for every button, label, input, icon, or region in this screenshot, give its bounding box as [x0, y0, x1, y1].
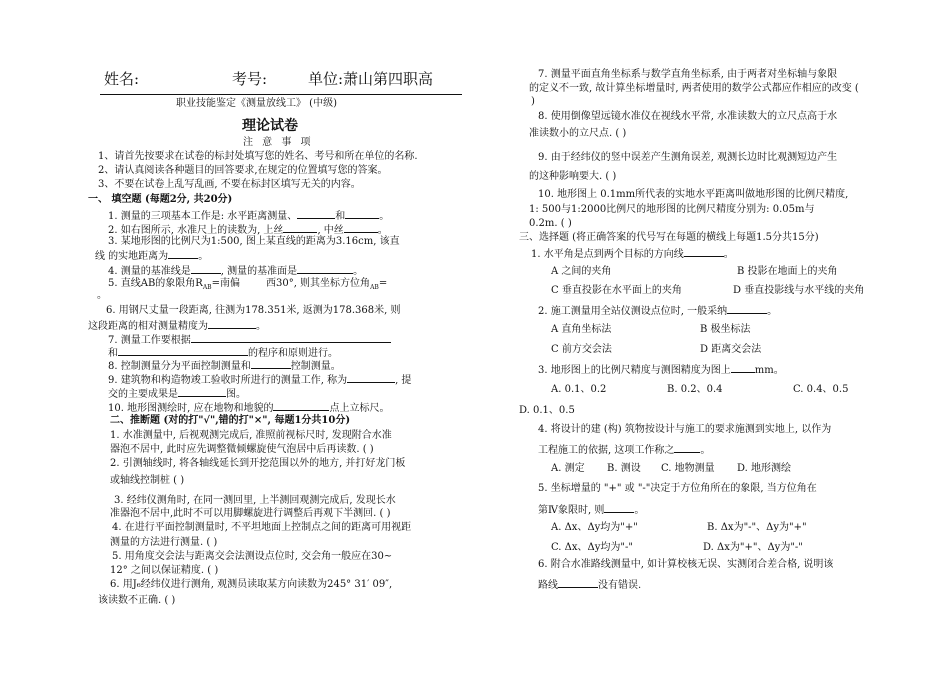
notice-item: 2、请认真阅读各种题目的回答要求,在规定的位置填写您的答案。 — [98, 165, 388, 176]
question-line: 2. 引测轴线时, 将各轴线延长到开挖范围以外的地方, 并打好龙门板 — [110, 458, 406, 469]
question-line: 或轴线控制桩 ( ) — [110, 475, 185, 486]
option: D. Δx为"+"、Δy为"-" — [703, 542, 803, 553]
option: A 直角坐标法 — [551, 324, 612, 335]
question-line: 3. 地形图上的比例尺精度与测图精度为图上 mm。 — [538, 362, 784, 377]
question-line: 1: 500与1:2000比例尺的地形图的比例尺精度分别为: 0.05m与 — [529, 204, 815, 215]
option: C. Δx、Δy均为"-" — [551, 542, 633, 553]
section-heading-judge: 二、推断题 (对的打"√",错的打"×", 每题1分共10分) — [110, 415, 351, 426]
option: A 之间的夹角 — [551, 266, 612, 277]
question-line: 测量的方法进行测量. ( ) — [110, 537, 218, 548]
option: A. 0.1、0.2 — [551, 384, 607, 395]
question-line: 10. 地形图测绘时, 应在地物和地貌的 点上立标尺。 — [108, 400, 389, 415]
option: C. 地物测量 — [661, 463, 715, 474]
option: D 距离交会法 — [700, 344, 762, 355]
question-line: 的这种影响要大. ( ) — [529, 171, 617, 182]
page-title: 理论试卷 — [242, 118, 298, 134]
section-heading-fill: 一、 填空题 (每题2分, 共20分) — [88, 194, 233, 205]
question-line: 这段距离的相对测量精度为 。 — [88, 318, 266, 333]
question-line: 交的主要成果是 图。 — [108, 386, 246, 401]
right-column — [475, 0, 950, 673]
question-line: 5. 直线AB的象限角$R_{AB}=$南偏 西30°, 则其坐标方位角$_{AB}$= — [108, 278, 388, 291]
question-line: 2. 如右图所示, 水准尺上的读数为, 上丝 , 中丝 。 — [108, 222, 388, 237]
question-line: 的定义不一致, 故计算坐标增量时, 两者使用的数学公式都应作相应的改变 ( — [529, 83, 859, 94]
question-line: ) — [531, 96, 535, 107]
option: B 投影在地面上的夹角 — [737, 266, 838, 277]
question-line: 器泡不居中, 此时应先调整微倾螺旋使气泡居中后再读数. ( ) — [110, 444, 374, 455]
question-line: 4. 测量的基准线是 , 测量的基准面是 。 — [108, 263, 363, 278]
question-line: 9. 由于经纬仪的竖中误差产生测角误差, 观测长边时比观测短边产生 — [538, 152, 838, 163]
name-label: 姓名: — [104, 70, 140, 88]
question-line: 7. 测量工作要根据 — [108, 332, 391, 347]
question-line: 12° 之间以保证精度. ( ) — [110, 565, 219, 576]
question-line: 准器泡不居中,此时不可以用脚螺旋进行调整后再观下半测回. ( ) — [110, 508, 391, 519]
option: C 垂直投影在水平面上的夹角 — [551, 285, 682, 296]
question-line: 6. 附合水准路线测量中, 如计算校核无误、实测闭合差合格, 说明该 — [538, 559, 834, 570]
notice-item: 3、不要在试卷上乱写乱画, 不要在标封区填写无关的内容。 — [98, 179, 361, 190]
unit-label: 单位:萧山第四职高 — [308, 70, 434, 88]
question-line: 1. 水准测量中, 后视观测完成后, 准照前视标尺时, 发现附合水准 — [110, 430, 392, 441]
question-line: 2. 施工测量用全站仪测设点位时, 一般采纳 。 — [538, 303, 777, 318]
question-line: 第Ⅳ象限时, 则 。 — [538, 502, 644, 517]
notice-heading: 注 意 事 项 — [243, 137, 314, 148]
question-line: 8. 控制测量分为平面控制测量和 控制测量。 — [108, 358, 341, 373]
question-line: 。 — [97, 290, 107, 301]
question-line: 8. 使用倒像望远镜水准仪在视线水平常, 水准读数大的立尺点高于水 — [538, 111, 838, 122]
question-line: 9. 建筑物和构造物竣工验收时所进行的测量工作, 称为 , 提 — [108, 372, 411, 387]
option: D. 0.1、0.5 — [519, 405, 575, 416]
notice-item: 1、请首先按要求在试卷的标封处填写您的姓名、考号和所在单位的名称. — [98, 151, 418, 162]
question-line: 5. 用角度交会法与距离交会法测设点位时, 交会角一般应在30~ — [112, 551, 393, 562]
question-line: 3. 经纬仪测角时, 在同一测回里, 上半测回观测完成后, 发现长水 — [114, 495, 396, 506]
subtitle: 职业技能鉴定《测量放线工》 (中级) — [176, 98, 337, 109]
question-line: 6. 用钢尺丈量一段距离, 往测为178.351米, 返测为178.368米, 则 — [106, 305, 401, 316]
option: D 垂直投影线与水平线的夹角 — [733, 285, 865, 296]
question-line: 工程施工的依据, 这项工作称之 。 — [538, 442, 710, 457]
option: A. Δx、Δy均为"+" — [551, 522, 638, 533]
question-line: 5. 坐标增量的 "+" 或 "-"决定于方位角所在的象限, 当方位角在 — [538, 483, 817, 494]
question-line: 路线 没有错误. — [538, 577, 641, 592]
question-line: 1. 水平角是点到两个目标的方向线 。 — [531, 246, 734, 261]
option: B. Δx为"-"、Δy为"+" — [707, 522, 807, 533]
option: B 极坐标法 — [700, 324, 751, 335]
question-line: 4. 在进行平面控制测量时, 不平坦地面上控制点之间的距离可用视距 — [112, 522, 412, 533]
question-line: 该读数不正确. ( ) — [98, 595, 176, 606]
question-line: 1. 测量的三项基本工作是: 水平距离测量、 和 。 — [108, 208, 389, 223]
question-line: 3. 某地形图的比例尺为1:500, 图上某直线的距离为3.16cm, 该直 — [108, 236, 400, 247]
question-line: 线 的实地距离为 。 — [95, 248, 208, 263]
option: D. 地形测绘 — [737, 463, 792, 474]
question-line: 0.2m. ( ) — [529, 218, 572, 229]
question-line: 6. 用J₆经纬仪进行测角, 观测员读取某方向读数为245° 31′ 09″, — [110, 579, 393, 590]
header-rule — [100, 94, 462, 95]
question-line: 7. 测量平面直角坐标系与数学直角坐标系, 由于两者对坐标轴与象限 — [538, 69, 838, 80]
question-line: 准读数小的立尺点. ( ) — [529, 128, 627, 139]
exam-number-label: 考号: — [232, 70, 268, 88]
option: B. 0.2、0.4 — [667, 384, 723, 395]
question-line: 10. 地形图上 0.1mm所代表的实地水平距离叫做地形图的比例尺精度, — [538, 189, 849, 200]
question-line: 和 的程序和原则进行。 — [108, 345, 338, 360]
question-line: 4. 将设计的建 (构) 筑物按设计与施工的要求施测到实地上, 以作为 — [538, 424, 832, 435]
option: C 前方交会法 — [551, 344, 612, 355]
option: C. 0.4、0.5 — [793, 384, 849, 395]
option: B. 测设 — [607, 463, 641, 474]
option: A. 测定 — [551, 463, 585, 474]
section-heading-choice: 三、选择题 (将正确答案的代号写在每题的横线上每题1.5分共15分) — [519, 232, 819, 243]
